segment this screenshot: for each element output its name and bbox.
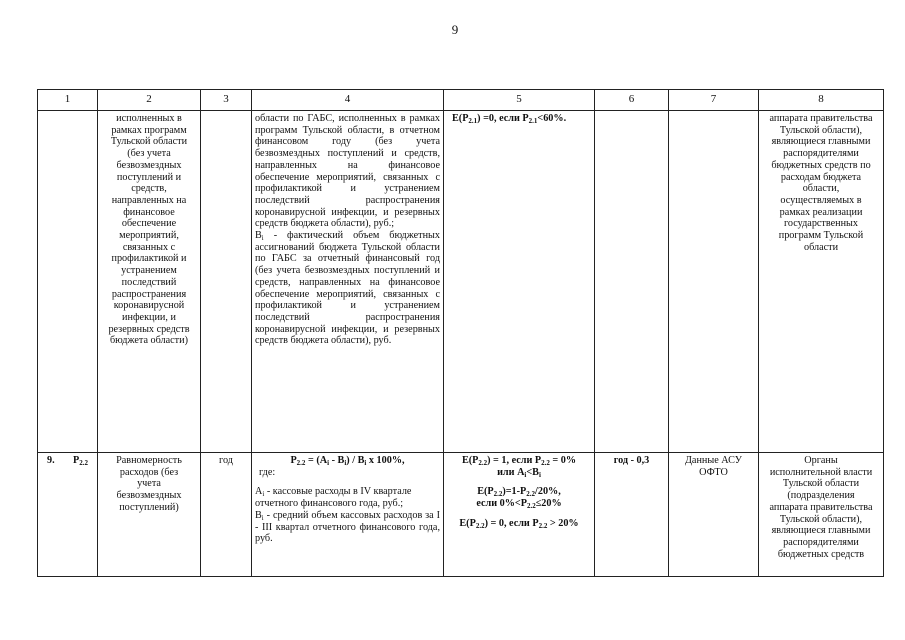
cell-row9-unit: год	[201, 453, 252, 577]
formula-description-b: $В_i$ - фактический объем бюджетных ассигнований бюджета Тульской области по ГАБС за отчетный финансовый год (без учета безвозмездных поступлений и средств, направленных на финансовое обеспечение мероприятий, связанных с профилактикой и устранением последствий распространения коронавирусной инфекции, и резервных средств бюджета области), руб.	[255, 230, 440, 347]
header-col-4: 4	[252, 90, 444, 111]
indicator-table	[37, 89, 884, 577]
header-col-8: 8	[759, 90, 884, 111]
cell-continued-col2: исполненных в рамках программ Тульской области (без учета безвозмездных поступлений и средств, направленных на финансовое обеспечение мероприятий, связанных с профилактикой и устранением последствий распространения коронавирусной инфекции, и резервных средств бюджета области)	[98, 111, 201, 453]
header-col-3: 3	[201, 90, 252, 111]
evaluation-rule-2: $E(P_{2.2})=1-P_{2.2}/20\%$, если $0\%<P_{2.2}\le 20\%$	[476, 486, 562, 511]
evaluation-rule-3: $E(P_{2.2}) = 0$, если $P_{2.2} > 20\%$	[459, 517, 579, 530]
page-number: 9	[451, 22, 459, 37]
cell-row9-responsible: Органы исполнительной власти Тульской области (подразделения аппарата правительства Тульской области), являющиеся главными распорядителями бюджетных средств	[759, 453, 884, 577]
formula-where: где:	[259, 466, 276, 478]
header-col-6: 6	[595, 90, 669, 111]
cell-continued-col6	[595, 111, 669, 453]
cell-row9-evaluation	[444, 453, 595, 577]
header-col-5: 5	[444, 90, 595, 111]
cell-continued-col3	[201, 111, 252, 453]
formula-var-a: $A_i$ - кассовые расходы в IV квартале отчетного финансового года, руб.;	[255, 486, 412, 510]
formula-var-b: $B_i$ - средний объем кассовых расходов за I - III квартал отчетного финансового года, руб.	[255, 509, 440, 545]
cell-continued-col1	[38, 111, 98, 453]
cell-continued-col4	[252, 111, 444, 453]
cell-row9-number	[38, 453, 98, 577]
formula-description-a: области по ГАБС, исполненных в рамках программ Тульской области, в отчетном финансовом году (без учета безвозмездных поступлений и средств, направленных на финансовое обеспечение мероприятий, связанных с профилактикой и устранением последствий распространения коронавирусной инфекции, и резервных средств бюджета области), руб.;	[255, 113, 440, 230]
cell-row9-name: Равномерность расходов (без учета безвозмездных поступлений)	[98, 453, 201, 577]
table-row-9	[38, 453, 884, 577]
indicator-code: $P_{2.2}$	[73, 455, 88, 467]
header-col-7: 7	[669, 90, 759, 111]
cell-row9-formula	[252, 453, 444, 577]
cell-continued-col5: $E(P_{2.1}) =0$, если $P_{2.1}<60\%$.	[444, 111, 595, 453]
cell-row9-source: Данные АСУ ОФТО	[669, 453, 759, 577]
header-col-1: 1	[38, 90, 98, 111]
formula: $P_{2.2} = (A_i - B_i) / B_i$ x 100%,	[290, 455, 405, 467]
cell-continued-col7	[669, 111, 759, 453]
evaluation-rule-1: $E(P_{2.2}) = 1$, если $P_{2.2} = 0\%$ или $A_i<B_i$	[461, 455, 577, 479]
row-number: 9.	[47, 455, 55, 466]
header-col-2: 2	[98, 90, 201, 111]
cell-row9-weight: год - 0,3	[595, 453, 669, 577]
table-header-row	[38, 90, 884, 111]
cell-continued-col8: аппарата правительства Тульской области), являющиеся главными распорядителями бюджетных средств по расходам бюджета области, осуществляемых в рамках реализации государственных программ Тульской области	[759, 111, 884, 453]
table-row-continued	[38, 111, 884, 453]
